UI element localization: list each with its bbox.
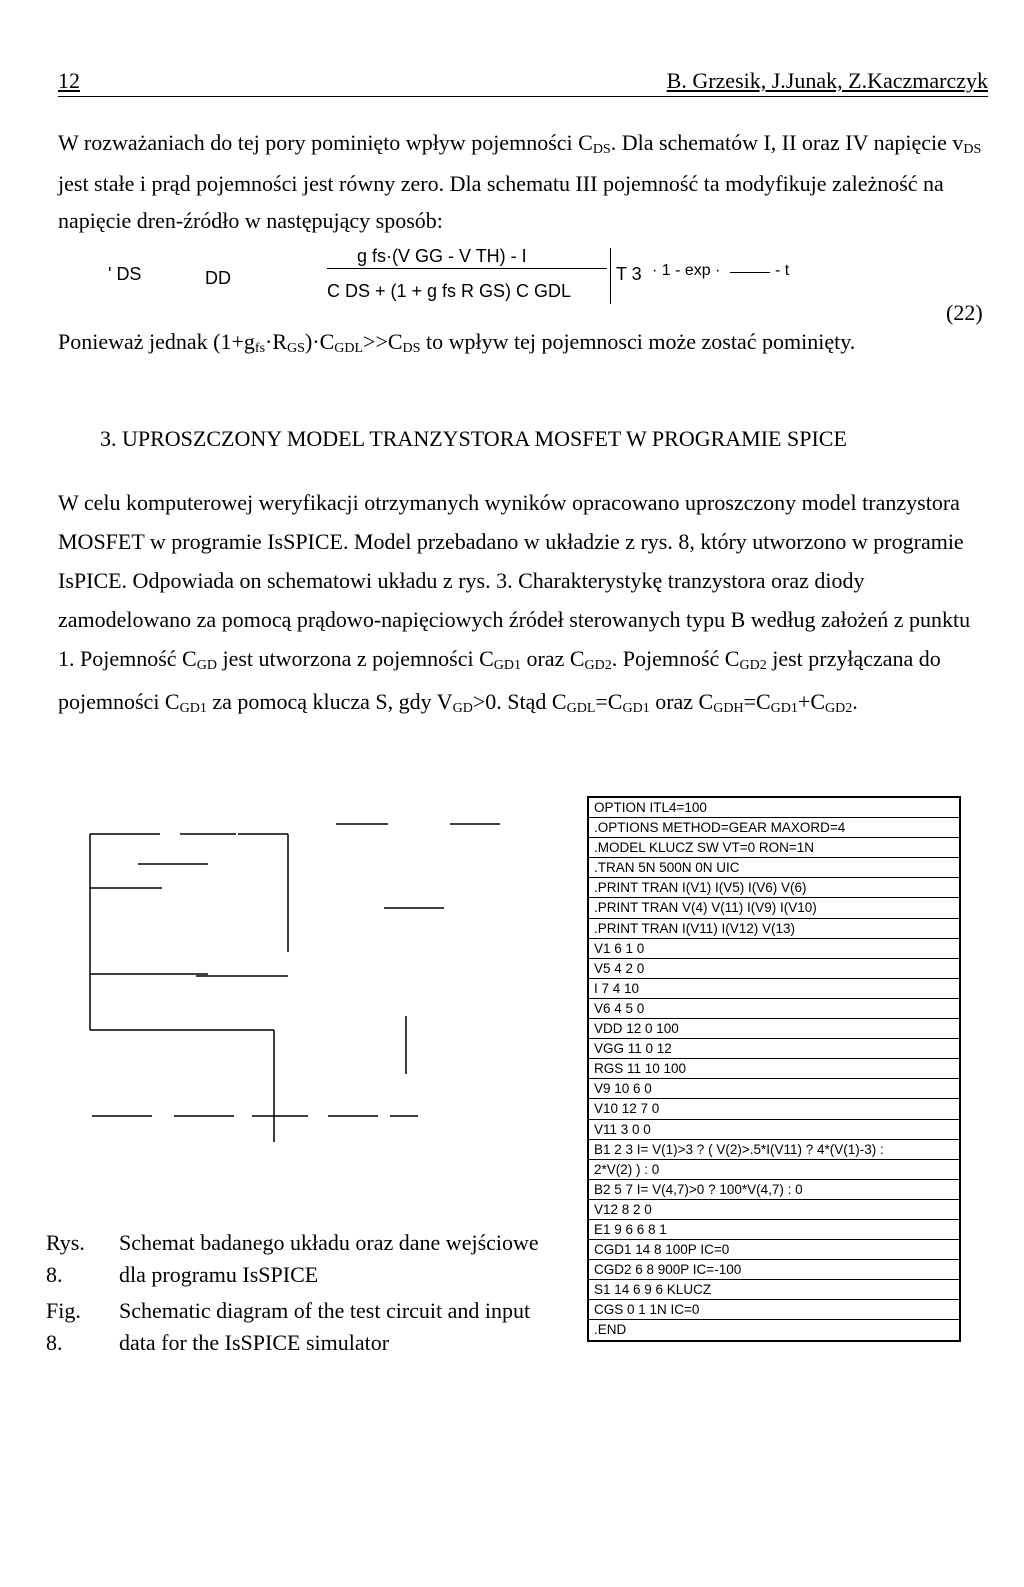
eq-rhs-bar xyxy=(730,272,770,273)
netlist-line: B1 2 3 I= V(1)>3 ? ( V(2)>.5*I(V11) ? 4*(V(1)-3) : xyxy=(589,1140,959,1160)
caption-english-label: Fig. 8. xyxy=(46,1298,81,1355)
netlist-line: VDD 12 0 100 xyxy=(589,1019,959,1039)
page-number: 12 xyxy=(58,68,80,93)
netlist-line: .PRINT TRAN I(V11) I(V12) V(13) xyxy=(589,919,959,939)
netlist-line: .END xyxy=(594,1322,627,1338)
spice-netlist-listing xyxy=(587,796,961,1342)
netlist-line: V9 10 6 0 xyxy=(589,1079,959,1099)
netlist-line: CGS 0 1 1N IC=0 xyxy=(589,1300,959,1320)
netlist-line: V12 8 2 0 xyxy=(589,1200,959,1220)
equation-number: (22) xyxy=(946,300,983,325)
netlist-line: CGD2 6 8 900P IC=-100 xyxy=(589,1260,959,1280)
netlist-line: CGD1 14 8 100P IC=0 xyxy=(589,1240,959,1260)
eq-lhs-dd: DD xyxy=(205,268,231,288)
netlist-line: .OPTIONS METHOD=GEAR MAXORD=4 xyxy=(589,818,959,838)
page-header xyxy=(58,66,988,97)
caption-english-text: Schematic diagram of the test circuit and input data for the IsSPICE simulator xyxy=(119,1298,531,1355)
authors: B. Grzesik, J.Junak, Z.Kaczmarczyk xyxy=(666,68,988,93)
netlist-line: E1 9 6 6 8 1 xyxy=(589,1220,959,1240)
eq-rhs-t3: T 3 xyxy=(616,264,642,284)
netlist-line: VGG 11 0 12 xyxy=(589,1039,959,1059)
eq-numerator: g fs·(V GG - V TH) - I xyxy=(357,246,527,266)
netlist-line: .PRINT TRAN I(V1) I(V5) I(V6) V(6) xyxy=(589,878,959,898)
paragraph-capacitance: W rozważaniach do tej pory pominięto wpływ pojemności $C_{DS}$. Dla schematów I, II oraz IV napięcie $v_{DS}$ jest stałe i prąd pojemności jest równy zero. Dla schematu III pojemność ta modyfikuje zależność na napięcie dren-źródło w następujący sposób: xyxy=(58,130,982,233)
netlist-line: .PRINT TRAN V(4) V(11) I(V9) I(V10) xyxy=(589,898,959,918)
eq-fraction-bar xyxy=(327,268,607,269)
netlist-line: V10 12 7 0 xyxy=(589,1099,959,1119)
eq-lhs-ids: ' DS xyxy=(108,264,142,284)
eq-rhs-exp: · 1 - exp · xyxy=(652,262,721,279)
netlist-line: RGS 11 10 100 xyxy=(589,1059,959,1079)
eq-denominator: C DS + (1 + g fs R GS) C GDL xyxy=(327,281,572,301)
eq-rhs-t: - t xyxy=(775,262,790,279)
caption-polish-label: Rys. 8. xyxy=(46,1230,85,1287)
netlist-line: V11 3 0 0 xyxy=(589,1120,959,1140)
netlist-line: S1 14 6 9 6 KLUCZ xyxy=(589,1280,959,1300)
netlist-line: V6 4 5 0 xyxy=(589,999,959,1019)
netlist-line: .TRAN 5N 500N 0N UIC xyxy=(589,858,959,878)
netlist-line: 2*V(2) ) : 0 xyxy=(589,1160,959,1180)
netlist-line: OPTION ITL4=100 xyxy=(589,798,959,818)
paragraph-spice-model: W celu komputerowej weryfikacji otrzymanych wyników opracowano uproszczony model tranzystora MOSFET w programie IsSPICE. Model przebadano w układzie z rys. 8, który utworzono w programie IsPICE. Odpowiada on schematowi układu z rys. 3. Charakterystykę tranzystora oraz diody zamodelowano za pomocą prądowo-napięciowych źródeł sterowanych typu B według założeń z punktu 1. Pojemność $C_{GD}$ jest utworzona z pojemności $C_{GD1}$ oraz $C_{GD2}$. Pojemność $C_{GD2}$ jest przyłączana do pojemności $C_{GD1}$ za pomocą klucza S, gdy $V_{GD}>0$. Stąd $C_{GDL}=C_{GD1}$ oraz $C_{GDH}=C_{GD1}+C_{GD2}$. xyxy=(58,490,971,716)
paragraph-neglect: Ponieważ jednak $(1+g_{fs}\cdot R_{GS})\cdot C_{GDL}>>C_{DS}$ to wpływ tej pojemnosci może zostać pominięty. xyxy=(58,329,856,356)
caption-polish-text: Schemat badanego układu oraz dane wejściowe dla programu IsSPICE xyxy=(119,1230,539,1287)
netlist-line: B2 5 7 I= V(4,7)>0 ? 100*V(4,7) : 0 xyxy=(589,1180,959,1200)
circuit-schematic xyxy=(88,816,528,1156)
section-title: 3. UPROSZCZONY MODEL TRANZYSTORA MOSFET W PROGRAMIE SPICE xyxy=(100,426,847,451)
netlist-line: .MODEL KLUCZ SW VT=0 RON=1N xyxy=(589,838,959,858)
eq-bracket xyxy=(610,248,611,304)
netlist-line: V1 6 1 0 xyxy=(589,939,959,959)
netlist-line: V5 4 2 0 xyxy=(589,959,959,979)
netlist-line: I 7 4 10 xyxy=(589,979,959,999)
